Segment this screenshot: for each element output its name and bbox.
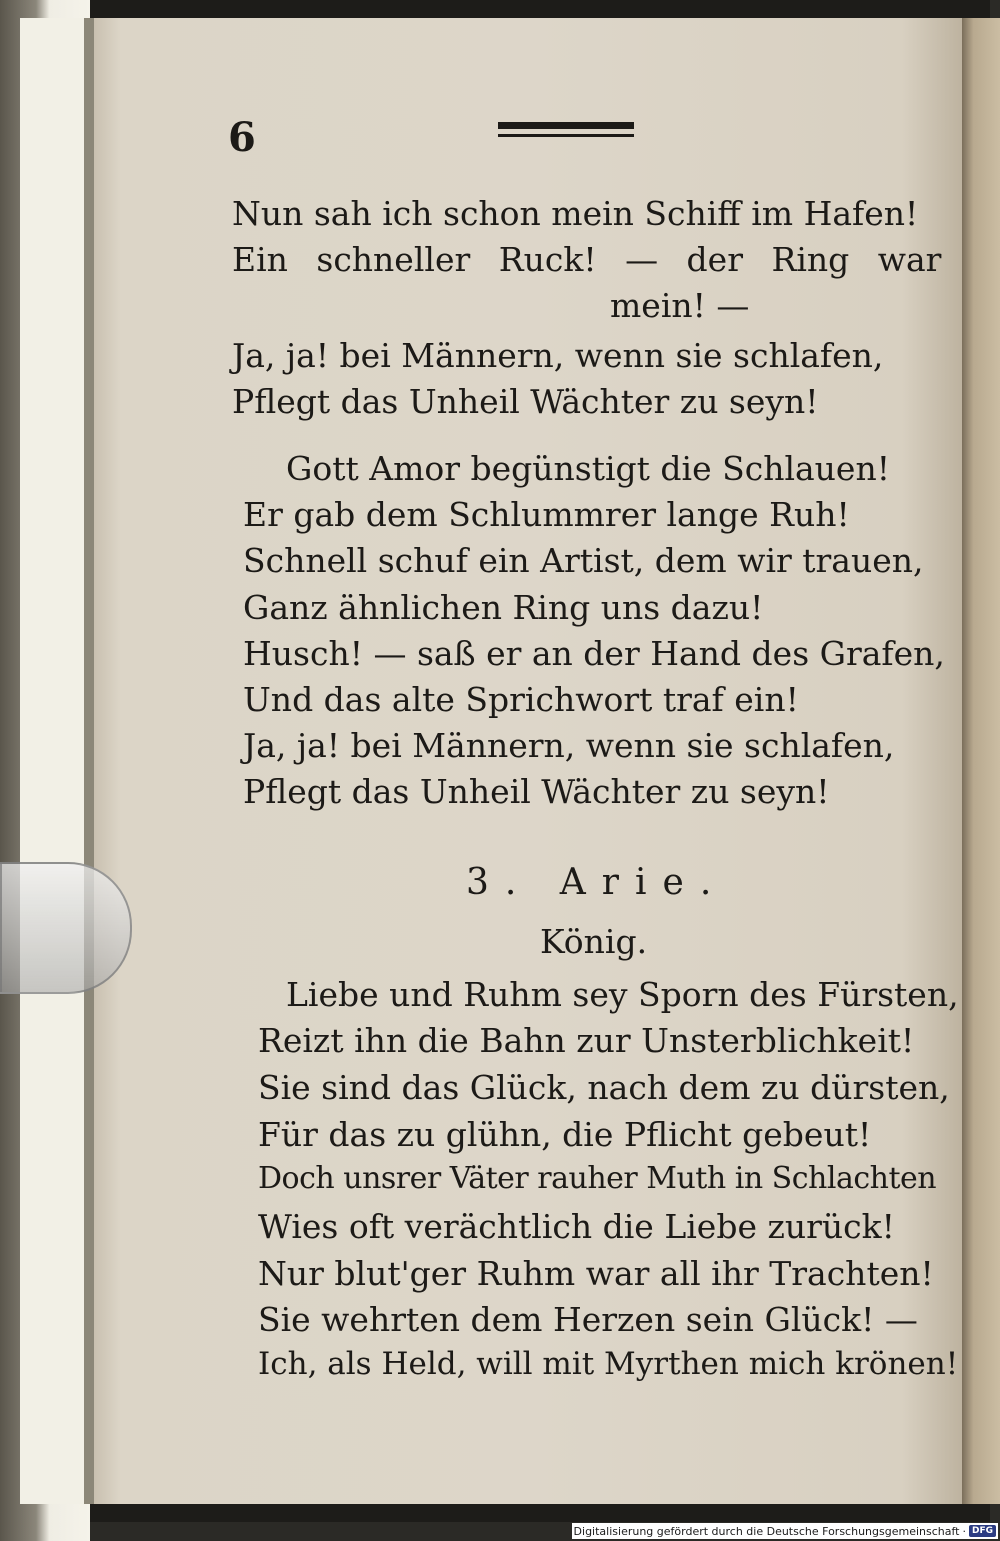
verse-line: Sie wehrten dem Herzen sein Glück! —	[258, 1300, 918, 1339]
verse-line: Reizt ihn die Bahn zur Unsterblichkeit!	[258, 1021, 915, 1060]
verse-line: Ja, ja! bei Männern, wenn sie schlafen,	[232, 336, 884, 375]
header-rule	[498, 122, 634, 129]
section-heading: 3. Arie.	[466, 862, 728, 903]
verse-line: Pflegt das Unheil Wächter zu seyn!	[232, 382, 819, 421]
header-rule-thin	[498, 134, 634, 137]
digitization-credit	[572, 1523, 998, 1539]
dfg-logo-icon: DFG	[969, 1525, 996, 1537]
verse-line: Doch unsrer Väter rauher Muth in Schlachten	[258, 1161, 937, 1196]
page-number: 6	[228, 114, 256, 161]
facing-page-edge	[962, 18, 1000, 1504]
verse-line: Pflegt das Unheil Wächter zu seyn!	[243, 772, 830, 811]
verse-line: Und das alte Sprichwort traf ein!	[243, 680, 799, 719]
speaker-name: König.	[540, 922, 648, 961]
verse-line: Husch! — saß er an der Hand des Grafen,	[243, 634, 945, 673]
verse-line: Ganz ähnlichen Ring uns dazu!	[243, 588, 764, 627]
verse-line: Sie sind das Glück, nach dem zu dürsten,	[258, 1068, 950, 1107]
page-clip	[0, 862, 132, 994]
verse-line: Gott Amor begünstigt die Schlauen!	[286, 449, 890, 488]
verse-line: Ja, ja! bei Männern, wenn sie schlafen,	[243, 726, 895, 765]
verse-line: Ein schneller Ruck! — der Ring war	[232, 240, 942, 279]
credit-text: Digitalisierung gefördert durch die Deutsche Forschungsgemeinschaft	[573, 1524, 960, 1538]
separator-dot: ·	[962, 1524, 966, 1538]
verse-line: mein! —	[610, 286, 750, 325]
verse-line: Schnell schuf ein Artist, dem wir trauen,	[243, 541, 924, 580]
verse-line: Er gab dem Schlummrer lange Ruh!	[243, 495, 850, 534]
verse-line: Nur blut'ger Ruhm war all ihr Trachten!	[258, 1254, 934, 1293]
verse-line: Liebe und Ruhm sey Sporn des Fürsten,	[286, 975, 959, 1014]
page-edge	[20, 18, 91, 1504]
verse-line: Wies oft verächtlich die Liebe zurück!	[258, 1207, 895, 1246]
verse-line: Nun sah ich schon mein Schiff im Hafen!	[232, 194, 919, 233]
verse-line: Für das zu glühn, die Pflicht gebeut!	[258, 1115, 872, 1154]
verse-line: Ich, als Held, will mit Myrthen mich krönen!	[258, 1346, 959, 1382]
